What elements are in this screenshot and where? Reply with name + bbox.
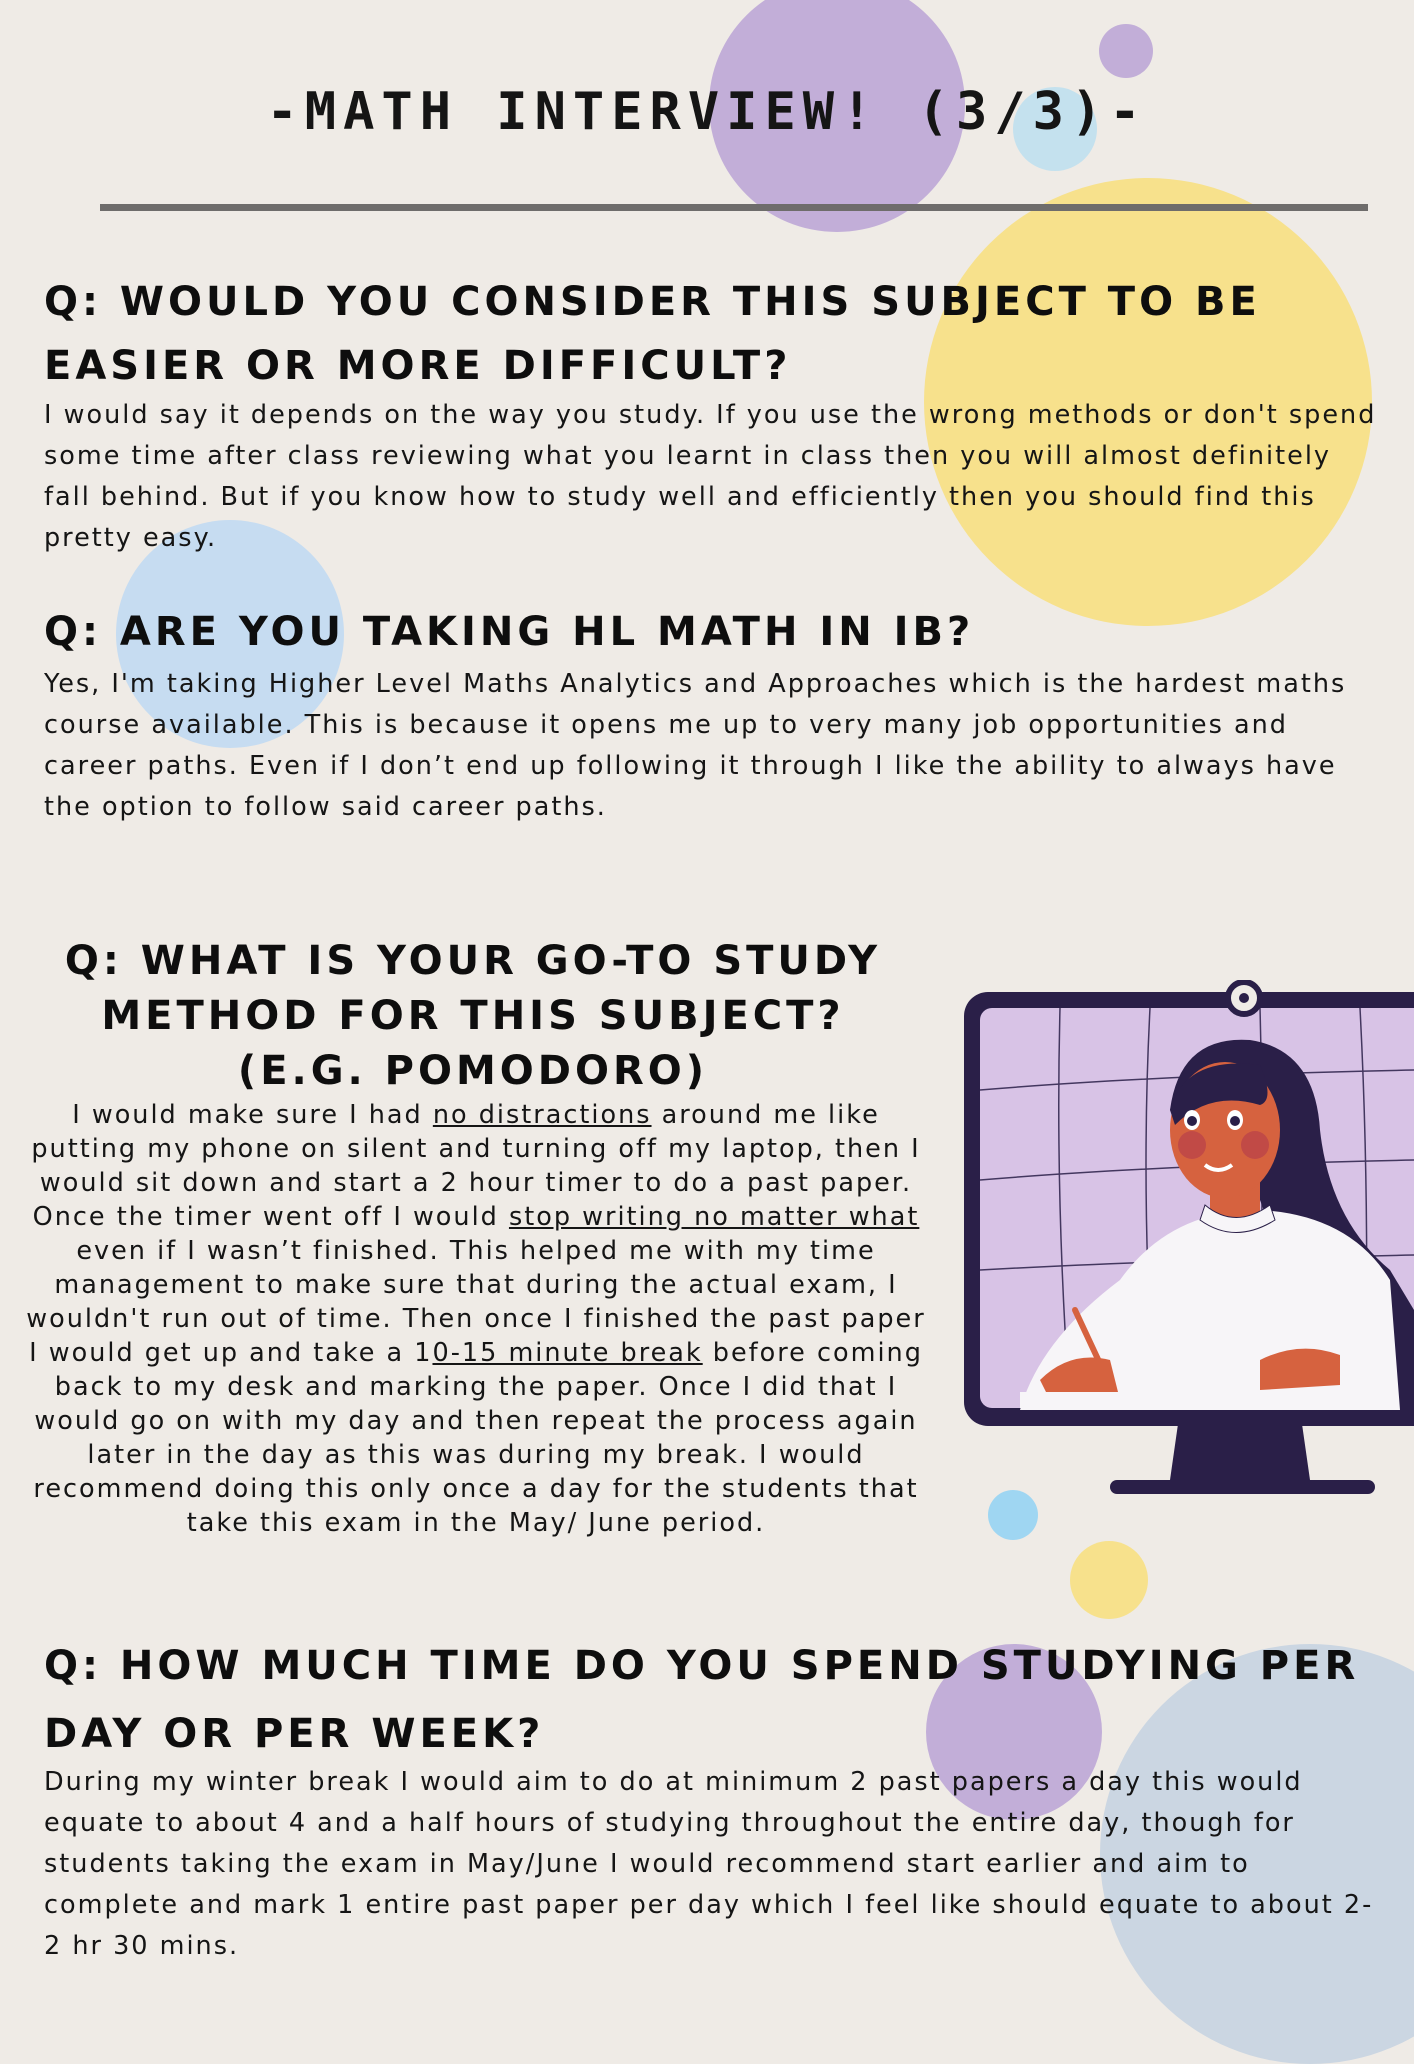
highlight-break: 0-15 minute break (432, 1338, 703, 1368)
question-3: Q: WHAT IS YOUR GO-TO STUDY METHOD FOR THIS SUBJECT? (E.G. POMODORO) (64, 938, 882, 1094)
highlight-no-distractions: no distractions (432, 1100, 652, 1130)
answer-3-text-1: I would make sure I had (72, 1100, 433, 1130)
answer-3-text-3: even if I wasn’t finished. This helped me with my time management to make sure that during the actual exam, I wouldn't run out of time. Then once I finished the past paper I would get up and take a 1 (26, 1236, 926, 1368)
decor-circle-purple-small (1099, 24, 1153, 78)
question-4: Q: HOW MUCH TIME DO YOU SPEND STUDYING PER DAY OR PER WEEK? (44, 1643, 1360, 1757)
monitor-base (1110, 1480, 1375, 1494)
title-divider (100, 204, 1368, 211)
answer-3 (26, 1098, 926, 1540)
question-2: Q: ARE YOU TAKING HL MATH IN IB? (44, 609, 975, 655)
desk-paper (1020, 1392, 1220, 1408)
answer-3-text-4: before coming back to my desk and marking the paper. Once I did that I would go on with my day and then repeat the process again later in the day as this was during my break. I would recommend doing this only once a day for the students that take this exam in the May/ June period. (33, 1338, 923, 1538)
decor-circle-yellow-small (1070, 1541, 1148, 1619)
question-1: Q: WOULD YOU CONSIDER THIS SUBJECT TO BE EASIER OR MORE DIFFICULT? (44, 279, 1261, 389)
answer-4: During my winter break I would aim to do at minimum 2 past papers a day this would equate to about 4 and a half hours of studying throughout the entire day, though for students taking the exam in May/June I would recommend start earlier and aim to complete and mark 1 entire past paper per day which I feel like should equate to about 2-2 hr 30 mins. (44, 1767, 1374, 1961)
page-title: -MATH INTERVIEW! (3/3)- (266, 82, 1148, 142)
student-at-monitor-illustration (960, 980, 1414, 1500)
answer-3-text-2: around me like putting my phone on silent and turning off my laptop, then I would sit down and start a 2 hour timer to do a past paper. Once the timer went off I would (31, 1100, 921, 1232)
answer-2: Yes, I'm taking Higher Level Maths Analytics and Approaches which is the hardest maths course available. This is because it opens me up to very many job opportunities and career paths. Even if I don’t end up following it through I like the ability to always have the option to follow said career paths. (44, 669, 1347, 822)
answer-1: I would say it depends on the way you study. If you use the wrong methods or don't spend some time after class reviewing what you learnt in class then you will almost definitely fall behind. But if you know how to study well and efficiently then you should find this pretty easy. (44, 400, 1377, 553)
highlight-stop-writing: stop writing no matter what (508, 1202, 920, 1232)
